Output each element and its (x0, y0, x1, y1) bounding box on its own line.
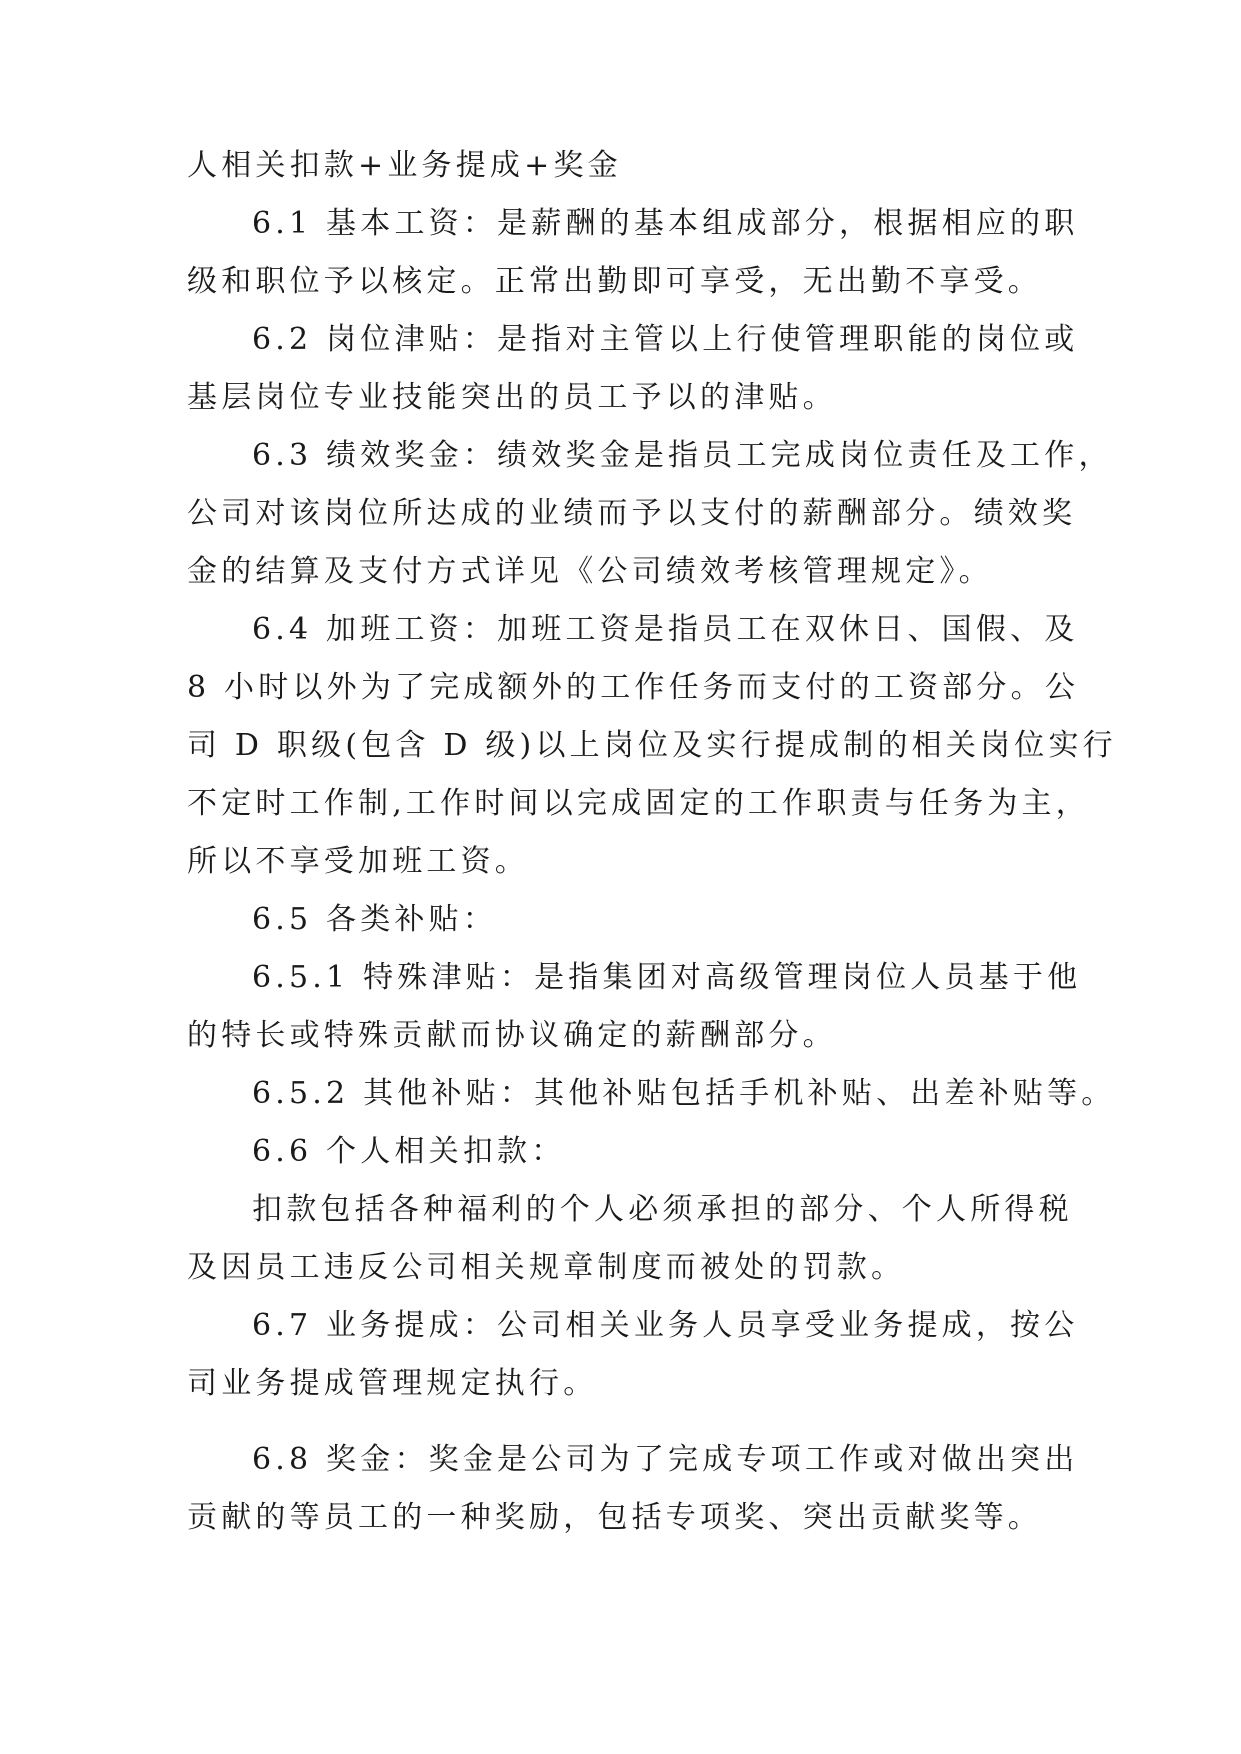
text-line-2: 6.1 基本工资：是薪酬的基本组成部分，根据相应的职 (252, 206, 1079, 241)
text-line-11: 司 D 职级(包含 D 级)以上岗位及实行提成制的相关岗位实行 (187, 728, 1117, 763)
text-line-13: 所以不享受加班工资。 (187, 844, 529, 879)
text-line-18: 6.6 个人相关扣款： (252, 1134, 566, 1169)
text-line-21: 6.7 业务提成：公司相关业务人员享受业务提成，按公 (252, 1308, 1079, 1343)
text-line-7: 公司对该岗位所达成的业绩而予以支付的薪酬部分。绩效奖 (187, 496, 1077, 531)
text-line-10: 8 小时以外为了完成额外的工作任务而支付的工资部分。公 (187, 670, 1080, 705)
text-line-23: 6.8 奖金：奖金是公司为了完成专项工作或对做出突出 (252, 1442, 1079, 1477)
text-line-16: 的特长或特殊贡献而协议确定的薪酬部分。 (187, 1018, 837, 1053)
text-line-15: 6.5.1 特殊津贴：是指集团对高级管理岗位人员基于他 (252, 960, 1082, 995)
text-line-12: 不定时工作制,工作时间以完成固定的工作职责与任务为主， (187, 786, 1090, 821)
text-line-19: 扣款包括各种福利的个人必须承担的部分、个人所得税 (252, 1192, 1073, 1227)
text-line-4: 6.2 岗位津贴：是指对主管以上行使管理职能的岗位或 (252, 322, 1079, 357)
text-line-17: 6.5.2 其他补贴：其他补贴包括手机补贴、出差补贴等。 (252, 1076, 1116, 1111)
text-line-8: 金的结算及支付方式详见《公司绩效考核管理规定》。 (187, 554, 993, 589)
text-line-22: 司业务提成管理规定执行。 (187, 1366, 598, 1401)
text-line-24: 贡献的等员工的一种奖励，包括专项奖、突出贡献奖等。 (187, 1500, 1042, 1535)
text-line-1: 人相关扣款+业务提成+奖金 (187, 148, 622, 183)
text-line-5: 基层岗位专业技能突出的员工予以的津贴。 (187, 380, 837, 415)
text-line-3: 级和职位予以核定。正常出勤即可享受，无出勤不享受。 (187, 264, 1042, 299)
text-line-9: 6.4 加班工资：加班工资是指员工在双休日、国假、及 (252, 612, 1079, 647)
text-line-20: 及因员工违反公司相关规章制度而被处的罚款。 (187, 1250, 906, 1285)
text-line-6: 6.3 绩效奖金：绩效奖金是指员工完成岗位责任及工作， (252, 438, 1113, 473)
text-line-14: 6.5 各类补贴： (252, 902, 498, 937)
